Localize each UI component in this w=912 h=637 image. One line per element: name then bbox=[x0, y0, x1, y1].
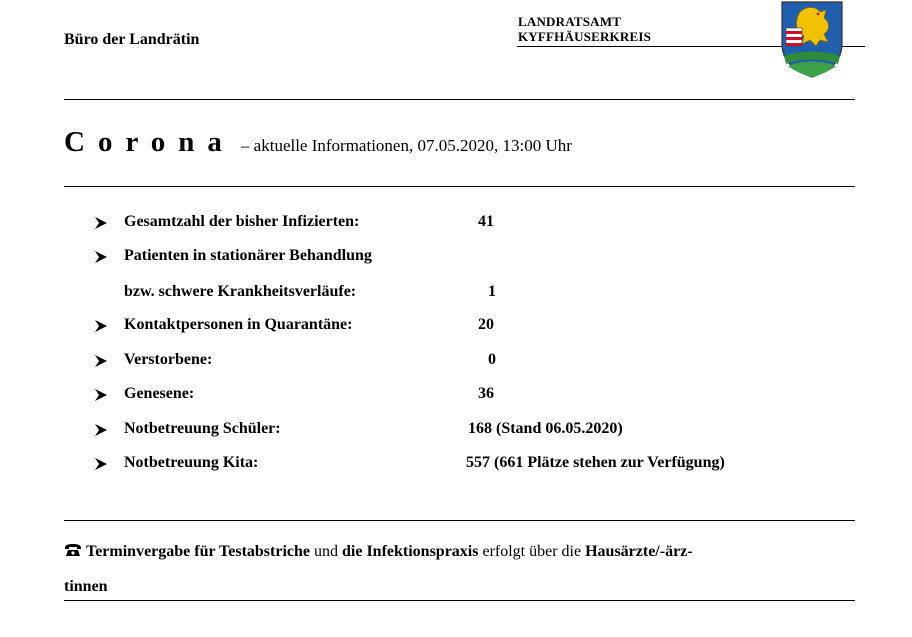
stat-label: Kontaktpersonen in Quarantäne: bbox=[124, 316, 353, 333]
footer-part-2: und bbox=[310, 543, 342, 560]
stat-label: Notbetreuung Kita: bbox=[124, 454, 259, 471]
coat-of-arms-icon bbox=[780, 0, 844, 78]
stat-label-continued: bzw. schwere Krankheitsverläufe: bbox=[124, 283, 357, 300]
header-rule bbox=[64, 99, 855, 100]
office-name: Büro der Landrätin bbox=[64, 31, 200, 48]
stat-value: 168 (Stand 06.05.2020) bbox=[468, 420, 623, 437]
stat-label: Patienten in stationärer Behandlung bbox=[124, 247, 372, 264]
stat-value: 20 bbox=[478, 316, 494, 333]
bullet-arrow-icon bbox=[94, 388, 108, 402]
authority-line-2: KYFFHÄUSERKREIS bbox=[518, 29, 652, 44]
bullet-arrow-icon bbox=[94, 250, 108, 264]
footer-continuation: tinnen bbox=[64, 578, 108, 595]
stat-label: Notbetreuung Schüler: bbox=[124, 420, 281, 437]
title-rule bbox=[64, 186, 855, 187]
bullet-arrow-icon bbox=[94, 423, 108, 437]
list-rule bbox=[64, 520, 855, 521]
stat-label: Verstorbene: bbox=[124, 351, 213, 368]
stat-value: 41 bbox=[478, 213, 494, 230]
page-title bbox=[64, 126, 572, 159]
bullet-arrow-icon bbox=[94, 354, 108, 368]
footer-part-4: erfolgt über die bbox=[478, 543, 586, 560]
footer-part-3: die Infektionspraxis bbox=[342, 543, 479, 560]
title-main: Corona bbox=[64, 126, 235, 158]
stat-label: Gesamtzahl der bisher Infizierten: bbox=[124, 213, 360, 230]
footer-note bbox=[64, 543, 693, 561]
title-subtitle: – aktuelle Informationen, 07.05.2020, 13:00 Uhr bbox=[240, 136, 572, 155]
stat-value: 36 bbox=[478, 385, 494, 402]
authority-name bbox=[518, 14, 651, 44]
stat-label: Genesene: bbox=[124, 385, 195, 402]
footer-rule bbox=[64, 600, 855, 601]
stat-value: 557 (661 Plätze stehen zur Verfügung) bbox=[466, 454, 725, 471]
bullet-arrow-icon bbox=[94, 319, 108, 333]
bullet-arrow-icon bbox=[94, 216, 108, 230]
footer-part-5: Hausärzte/-ärz- bbox=[585, 543, 693, 560]
footer-part-1: Terminvergabe für Testabstriche bbox=[86, 543, 310, 560]
stat-value: 1 bbox=[488, 283, 496, 300]
stat-value: 0 bbox=[488, 351, 496, 368]
bullet-arrow-icon bbox=[94, 457, 108, 471]
telephone-icon bbox=[64, 543, 82, 557]
authority-line-1: LANDRATSAMT bbox=[518, 14, 622, 29]
